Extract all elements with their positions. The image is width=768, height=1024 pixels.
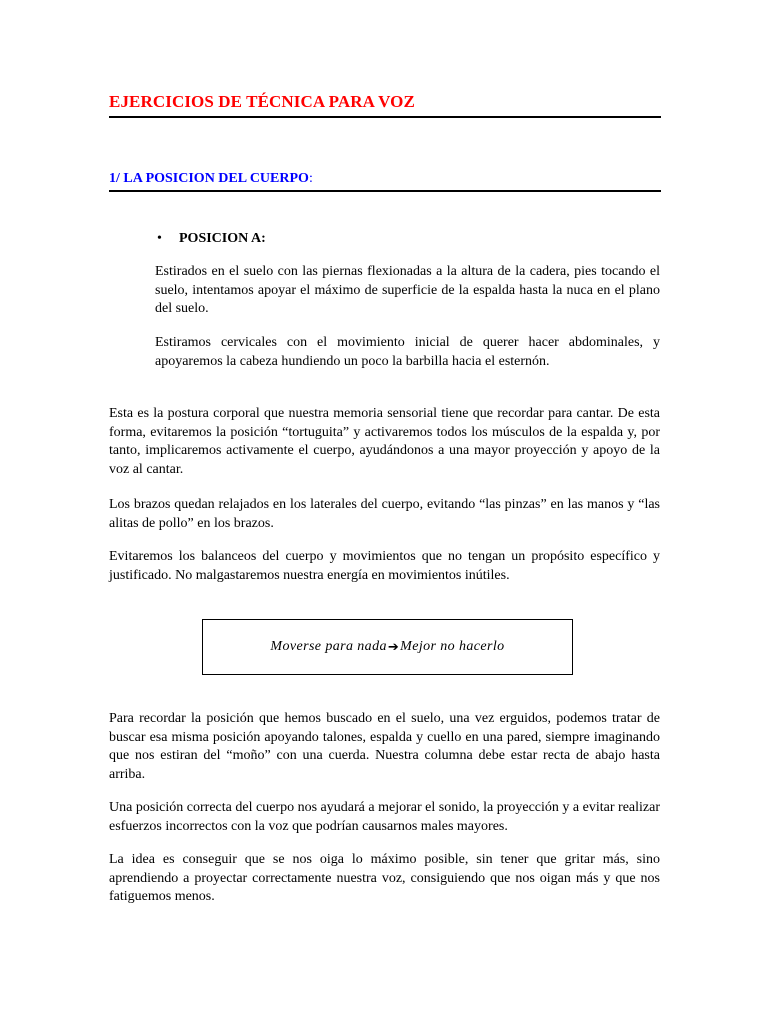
- section-heading-colon: :: [308, 171, 313, 186]
- bullet-icon: •: [157, 231, 162, 246]
- paragraph-movements: Evitaremos los balanceos del cuerpo y movimientos que no tengan un propósito específico y justificado. No malgastaremos nuestra energía en movimientos inútiles.: [109, 549, 660, 583]
- document-title: EJERCICIOS DE TÉCNICA PARA VOZ: [109, 92, 415, 111]
- paragraph-goal: La idea es conseguir que se nos oiga lo máximo posible, sin tener que gritar más, sino aprendiendo a proyectar correctamente nuestra voz, consiguiendo que nos oigan más y que nos fatiguemos menos.: [109, 852, 660, 904]
- section-heading: [109, 171, 313, 187]
- paragraph-correct-position: Una posición correcta del cuerpo nos ayudará a mejorar el sonido, la proyección y a evitar realizar esfuerzos incorrectos con la voz que podrían causarnos males mayores.: [109, 800, 660, 834]
- arrow-right-icon: ➔: [387, 639, 400, 655]
- bullet-label: POSICION A:: [179, 231, 266, 246]
- quote-left-text: Moverse para nada: [270, 639, 387, 654]
- paragraph-arms: Los brazos quedan relajados en los laterales del cuerpo, evitando “las pinzas” en las manos y “las alitas de pollo” en los brazos.: [109, 497, 660, 531]
- paragraph-posture: Esta es la postura corporal que nuestra memoria sensorial tiene que recordar para cantar. De esta forma, evitaremos la posición “tortuguita” y activaremos todos los músculos de la espalda y, por tanto, implicaremos activamente el cuerpo, ayudándonos a una mayor proyección y apoyo de la voz al cantar.: [109, 406, 660, 477]
- paragraph-position-a-2: Estiramos cervicales con el movimiento inicial de querer hacer abdominales, y apoyaremos la cabeza hundiendo un poco la barbilla hacia el esternón.: [155, 335, 660, 369]
- title-underline: [109, 116, 661, 118]
- paragraph-position-a-1: Estirados en el suelo con las piernas flexionadas a la altura de la cadera, pies tocando el suelo, intentamos apoyar el máximo de superficie de la espalda hasta la nuca en el plano del suelo.: [155, 264, 660, 316]
- bullet-item: [157, 231, 266, 247]
- quote-right-text: Mejor no hacerlo: [400, 639, 505, 654]
- paragraph-wall-position: Para recordar la posición que hemos buscado en el suelo, una vez erguidos, podemos tratar de buscar esa misma posición apoyando talones, espalda y cuello en una pared, siempre imaginando que nos estiran del “moño” con una cuerda. Nuestra columna debe estar recta de abajo hasta arriba.: [109, 711, 660, 782]
- quote-box: [202, 619, 573, 675]
- section-heading-text: 1/ LA POSICION DEL CUERPO: [109, 171, 309, 186]
- section-underline: [109, 190, 661, 192]
